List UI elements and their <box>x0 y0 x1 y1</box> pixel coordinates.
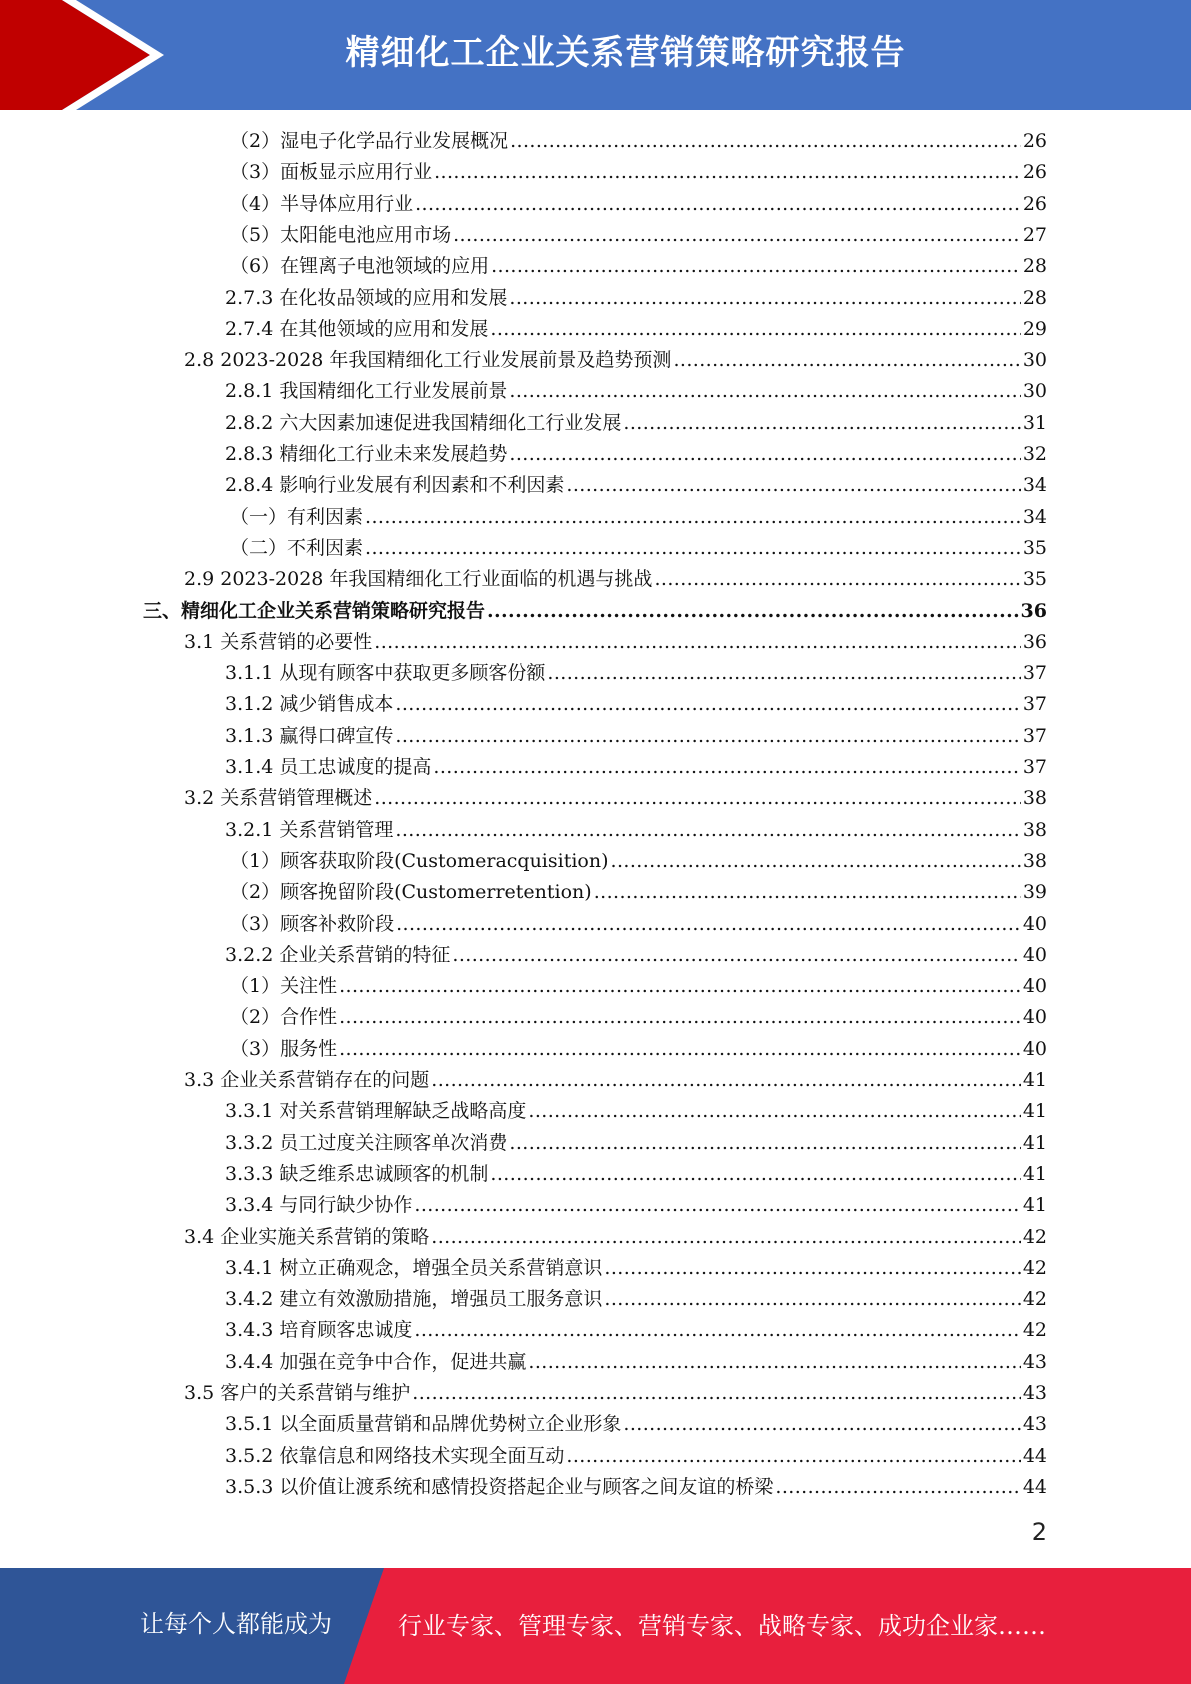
toc-entry[interactable] <box>225 1315 1047 1346</box>
toc-entry-label: （3）顾客补救阶段 <box>230 912 395 935</box>
toc-entry[interactable] <box>230 126 1047 157</box>
toc-leader-dots <box>431 1222 1021 1253</box>
toc-entry[interactable] <box>225 1409 1047 1440</box>
toc-entry-page: 35 <box>1022 568 1047 591</box>
toc-entry[interactable] <box>225 1253 1047 1284</box>
toc-entry[interactable] <box>225 283 1047 314</box>
toc-entry-label: （1）关注性 <box>230 975 338 998</box>
toc-leader-dots <box>395 689 1020 720</box>
toc-entry-page: 43 <box>1022 1413 1047 1436</box>
toc-entry-label: （2）合作性 <box>230 1006 338 1029</box>
toc-entry-label: （5）太阳能电池应用市场 <box>230 223 452 246</box>
toc-entry-label: 3.4.1 树立正确观念，增强全员关系营销意识 <box>225 1256 603 1279</box>
toc-entry-page: 41 <box>1022 1069 1047 1091</box>
toc-entry-label: 3.3.1 对关系营销理解缺乏战略高度 <box>225 1100 527 1123</box>
toc-leader-dots <box>414 1190 1020 1221</box>
toc-entry-label: 2.9 2023-2028 年我国精细化工行业面临的机遇与挑战 <box>184 568 653 591</box>
toc-entry-label: （3）服务性 <box>230 1037 338 1060</box>
toc-entry-label: 2.8.4 影响行业发展有利因素和不利因素 <box>225 474 565 497</box>
toc-entry-page: 26 <box>1022 192 1047 215</box>
toc-entry-page: 30 <box>1022 380 1047 403</box>
toc-entry-label: 2.7.4 在其他领域的应用和发展 <box>225 317 489 340</box>
toc-leader-dots <box>490 1159 1020 1190</box>
toc-entry-label: 3.3 企业关系营销存在的问题 <box>184 1069 430 1091</box>
toc-entry-label: 3.4.4 加强在竞争中合作，促进共赢 <box>225 1350 527 1373</box>
toc-leader-dots <box>611 846 1021 877</box>
report-title: 精细化工企业关系营销策略研究报告 <box>345 33 906 73</box>
toc-entry-label: （2）顾客挽留阶段(Customerretention) <box>230 881 592 904</box>
toc-entry-page: 42 <box>1022 1256 1047 1279</box>
toc-entry-label: （3）面板显示应用行业 <box>230 161 433 184</box>
toc-entry[interactable] <box>225 815 1047 846</box>
toc-leader-dots <box>490 314 1020 345</box>
toc-entry-page: 29 <box>1022 317 1047 340</box>
toc-entry-page: 36 <box>1020 599 1047 622</box>
toc-leader-dots <box>453 220 1021 251</box>
toc-entry[interactable] <box>230 502 1047 533</box>
toc-entry-label: 3.1.2 减少销售成本 <box>225 693 394 716</box>
toc-leader-dots <box>594 877 1021 908</box>
toc-entry-label: （6）在锂离子电池领域的应用 <box>230 255 490 278</box>
toc-entry[interactable] <box>230 189 1047 220</box>
toc-entry-page: 41 <box>1022 1162 1047 1185</box>
toc-leader-dots <box>374 627 1021 658</box>
toc-entry-label: （一）有利因素 <box>230 505 364 528</box>
toc-entry[interactable] <box>225 1347 1047 1378</box>
toc-leader-dots <box>374 783 1021 814</box>
toc-leader-dots <box>365 533 1021 564</box>
toc-entry-label: 3.4 企业实施关系营销的策略 <box>184 1225 430 1248</box>
toc-entry-label: 2.7.3 在化妆品领域的应用和发展 <box>225 286 508 309</box>
toc-leader-dots <box>365 502 1021 533</box>
toc-entry-page: 43 <box>1022 1350 1047 1373</box>
toc-entry-page: 42 <box>1022 1288 1047 1311</box>
toc-leader-dots <box>434 157 1021 188</box>
toc-entry-label: 2.8.1 我国精细化工行业发展前景 <box>225 380 508 403</box>
toc-entry[interactable] <box>230 251 1047 282</box>
toc-leader-dots <box>566 470 1020 501</box>
toc-entry[interactable] <box>225 439 1047 470</box>
toc-entry-label: 3.5.1 以全面质量营销和品牌优势树立企业形象 <box>225 1413 622 1436</box>
toc-entry[interactable] <box>184 627 1047 658</box>
toc-entry[interactable] <box>184 345 1047 376</box>
toc-entry-page: 42 <box>1022 1225 1047 1248</box>
toc-entry-page: 41 <box>1022 1100 1047 1123</box>
toc-entry-label: 3.4.2 建立有效激励措施，增强员工服务意识 <box>225 1288 603 1311</box>
toc-entry-label: 3.3.2 员工过度关注顾客单次消费 <box>225 1131 508 1154</box>
toc-entry-page: 40 <box>1022 943 1047 966</box>
toc-leader-dots <box>395 721 1020 752</box>
toc-entry-page: 40 <box>1022 1006 1047 1029</box>
toc-leader-dots <box>487 596 1019 627</box>
toc-entry-label: 3.3.4 与同行缺少协作 <box>225 1194 413 1217</box>
toc-entry-page: 40 <box>1022 912 1047 935</box>
toc-entry-page: 44 <box>1022 1475 1047 1498</box>
toc-entry[interactable] <box>184 783 1047 814</box>
toc-entry-page: 37 <box>1022 693 1047 716</box>
toc-entry[interactable] <box>230 877 1047 908</box>
toc-leader-dots <box>673 345 1020 376</box>
toc-leader-dots <box>623 408 1020 439</box>
toc-leader-dots <box>414 1315 1020 1346</box>
toc-entry-label: 3.2.2 企业关系营销的特征 <box>225 943 451 966</box>
toc-entry-label: 3.5 客户的关系营销与维护 <box>184 1382 411 1404</box>
toc-leader-dots <box>431 1065 1021 1096</box>
toc-leader-dots <box>509 283 1020 314</box>
toc-entry-page: 38 <box>1022 818 1047 841</box>
toc-leader-dots <box>623 1409 1020 1440</box>
toc-entry-label: 3.5.3 以价值让渡系统和感情投资搭起企业与顾客之间友谊的桥梁 <box>225 1475 774 1498</box>
toc-entry[interactable] <box>225 689 1047 720</box>
toc-entry-page: 30 <box>1022 349 1047 372</box>
toc-entry[interactable] <box>225 721 1047 752</box>
toc-leader-dots <box>604 1253 1020 1284</box>
toc-entry-page: 34 <box>1022 474 1047 497</box>
toc-entry-page: 39 <box>1022 881 1047 904</box>
toc-entry-page: 44 <box>1022 1444 1047 1467</box>
toc-entry[interactable] <box>225 408 1047 439</box>
toc-entry[interactable] <box>184 1065 1047 1096</box>
toc-entry[interactable] <box>230 533 1047 564</box>
toc-entry-label: 3.1.1 从现有顾客中获取更多顾客份额 <box>225 662 546 685</box>
toc-entry[interactable] <box>225 376 1047 407</box>
toc-entry[interactable] <box>230 909 1047 940</box>
toc-entry-page: 36 <box>1022 630 1047 653</box>
toc-entry[interactable] <box>184 1222 1047 1253</box>
toc-entry-label: （4）半导体应用行业 <box>230 192 414 215</box>
toc-entry-page: 40 <box>1022 1037 1047 1060</box>
toc-leader-dots <box>510 126 1021 157</box>
toc-entry-page: 41 <box>1022 1194 1047 1217</box>
toc-entry-label: 2.8.2 六大因素加速促进我国精细化工行业发展 <box>225 411 622 434</box>
toc-entry-page: 38 <box>1022 787 1047 810</box>
toc-leader-dots <box>528 1096 1020 1127</box>
toc-entry[interactable] <box>225 940 1047 971</box>
page-footer <box>0 1568 1191 1684</box>
toc-entry[interactable] <box>225 1096 1047 1127</box>
toc-entry-label: 三、精细化工企业关系营销策略研究报告 <box>143 599 486 622</box>
toc-leader-dots <box>509 439 1020 470</box>
toc-entry-label: 3.1 关系营销的必要性 <box>184 630 373 653</box>
toc-leader-dots <box>452 940 1020 971</box>
toc-entry[interactable] <box>230 971 1047 1002</box>
toc-leader-dots <box>528 1347 1020 1378</box>
toc-entry-page: 32 <box>1022 443 1047 465</box>
toc-entry-page: 42 <box>1022 1319 1047 1342</box>
toc-leader-dots <box>412 1378 1021 1409</box>
toc-leader-dots <box>339 1002 1021 1033</box>
toc-entry[interactable] <box>230 846 1047 877</box>
toc-entry-label: 2.8 2023-2028 年我国精细化工行业发展前景及趋势预测 <box>184 349 672 372</box>
toc-entry-page: 37 <box>1022 662 1047 685</box>
toc-entry[interactable] <box>230 1002 1047 1033</box>
toc-leader-dots <box>433 752 1020 783</box>
toc-entry-page: 27 <box>1022 223 1047 246</box>
toc-entry[interactable] <box>225 752 1047 783</box>
toc-entry[interactable] <box>225 1128 1047 1159</box>
toc-leader-dots <box>415 189 1021 220</box>
toc-entry-page: 28 <box>1022 286 1047 309</box>
toc-entry[interactable] <box>143 596 1047 627</box>
toc-entry-page: 28 <box>1022 255 1047 278</box>
toc-entry-page: 26 <box>1022 161 1047 184</box>
toc-leader-dots <box>654 564 1020 595</box>
toc-entry-page: 41 <box>1022 1131 1047 1154</box>
toc-entry-page: 26 <box>1022 130 1047 152</box>
toc-leader-dots <box>395 815 1020 846</box>
toc-entry-label: 3.3.3 缺乏维系忠诚顾客的机制 <box>225 1162 489 1185</box>
toc-leader-dots <box>604 1284 1020 1315</box>
toc-entry[interactable] <box>225 1284 1047 1315</box>
page-number: 2 <box>1031 1518 1047 1546</box>
toc-entry[interactable] <box>230 220 1047 251</box>
toc-entry[interactable] <box>225 658 1047 689</box>
toc-entry-label: （1）顾客获取阶段(Customeracquisition) <box>230 849 609 872</box>
toc-entry-page: 40 <box>1022 975 1047 998</box>
toc-entry-label: 2.8.3 精细化工行业未来发展趋势 <box>225 443 508 465</box>
toc-entry[interactable] <box>230 1034 1047 1065</box>
toc-entry-label: （2）湿电子化学品行业发展概况 <box>230 130 509 152</box>
toc-entry-label: 3.4.3 培育顾客忠诚度 <box>225 1319 413 1342</box>
toc-leader-dots <box>339 1034 1021 1065</box>
toc-entry[interactable] <box>225 1190 1047 1221</box>
toc-entry-page: 31 <box>1022 411 1047 434</box>
toc-entry-label: 3.2.1 关系营销管理 <box>225 818 394 841</box>
toc-leader-dots <box>547 658 1020 689</box>
toc-entry-label: 3.1.3 赢得口碑宣传 <box>225 724 394 747</box>
toc-entry[interactable] <box>184 564 1047 595</box>
toc-entry[interactable] <box>225 470 1047 501</box>
toc-entry-page: 43 <box>1022 1382 1047 1404</box>
toc-entry[interactable] <box>225 1159 1047 1190</box>
toc-entry-label: 3.5.2 依靠信息和网络技术实现全面互动 <box>225 1444 565 1467</box>
toc-entry[interactable] <box>225 1441 1047 1472</box>
page-header <box>0 0 1191 110</box>
footer-slogan-left: 让每个人都能成为 <box>140 1610 332 1638</box>
toc-entry[interactable] <box>230 157 1047 188</box>
toc-entry[interactable] <box>225 1472 1047 1503</box>
toc-entry-label: 3.1.4 员工忠诚度的提高 <box>225 756 432 778</box>
toc-entry-page: 37 <box>1022 724 1047 747</box>
toc-entry-label: （二）不利因素 <box>230 536 364 559</box>
toc-entry-label: 3.2 关系营销管理概述 <box>184 787 373 810</box>
toc-entry[interactable] <box>184 1378 1047 1409</box>
toc-entry-page: 34 <box>1022 505 1047 528</box>
toc-leader-dots <box>775 1472 1020 1503</box>
toc-leader-dots <box>339 971 1021 1002</box>
toc-leader-dots <box>509 376 1020 407</box>
toc-entry[interactable] <box>225 314 1047 345</box>
toc-leader-dots <box>566 1441 1020 1472</box>
toc-leader-dots <box>491 251 1021 282</box>
toc-leader-dots <box>396 909 1021 940</box>
toc-entry-page: 38 <box>1022 849 1047 872</box>
toc-entry-page: 35 <box>1022 536 1047 559</box>
toc-entry-page: 37 <box>1022 756 1047 778</box>
footer-slogan-right: 行业专家、管理专家、营销专家、战略专家、成功企业家…… <box>398 1612 1046 1640</box>
toc-leader-dots <box>509 1128 1020 1159</box>
